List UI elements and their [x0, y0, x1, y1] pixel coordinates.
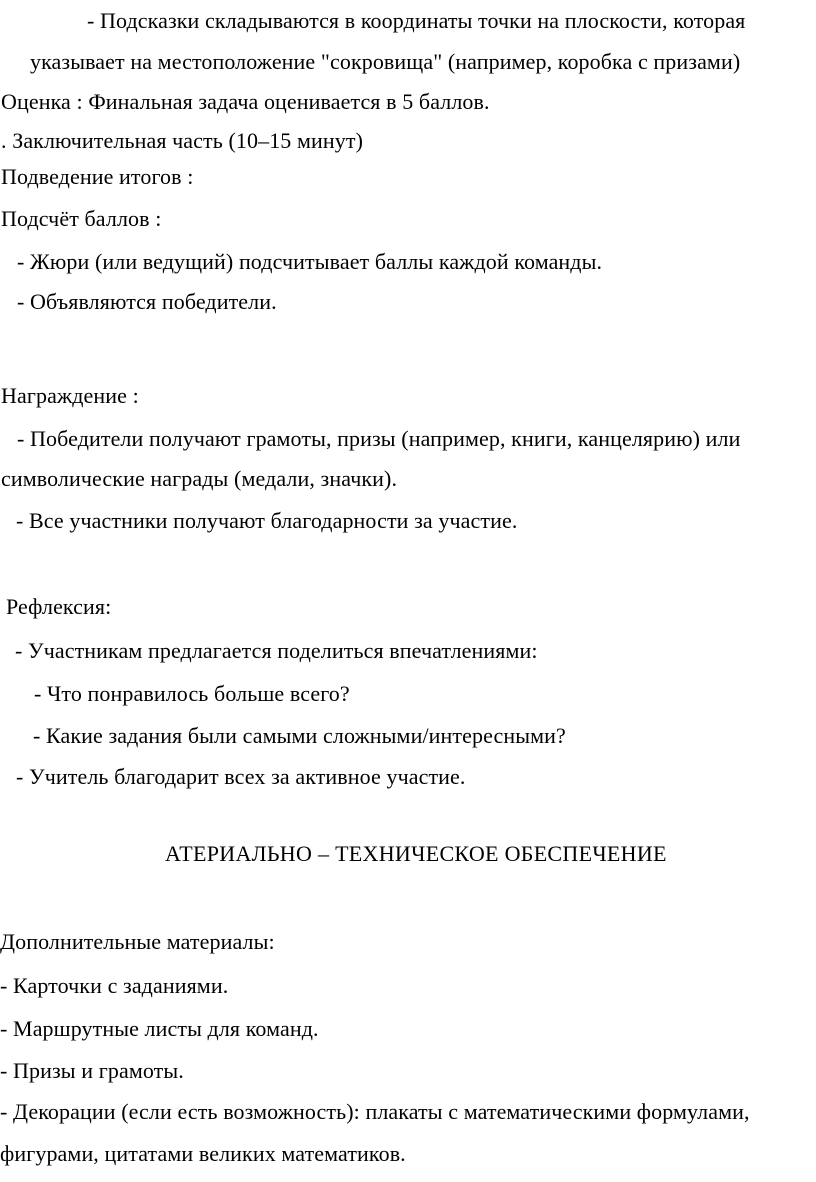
- document-text-line: - Что понравилось больше всего?: [34, 681, 350, 706]
- document-text-line: - Все участники получают благодарности за участие.: [16, 508, 518, 533]
- document-text-line: - Объявляются победители.: [17, 289, 277, 314]
- document-text-line: - Декорации (если есть возможность): плакаты с математическими формулами,: [0, 1099, 750, 1124]
- document-text-line: указывает на местоположение "сокровища" (например, коробка с призами): [30, 49, 741, 74]
- document-text-line: Подведение итогов :: [1, 164, 194, 189]
- document-text-line: Дополнительные материалы:: [0, 929, 275, 954]
- document-text-line: символические награды (медали, значки).: [1, 466, 398, 491]
- document-text-line: Награждение :: [1, 383, 139, 408]
- document-text-line: Рефлексия:: [6, 594, 112, 619]
- document-text-line: - Карточки с заданиями.: [0, 973, 229, 998]
- document-text-line: - Подсказки складываются в координаты точки на плоскости, которая: [87, 8, 746, 33]
- document-text-line: Оценка : Финальная задача оценивается в 5 баллов.: [1, 89, 490, 114]
- document-text-line: фигурами, цитатами великих математиков.: [0, 1141, 406, 1166]
- document-text-line: - Призы и грамоты.: [0, 1058, 184, 1083]
- section-heading: АТЕРИАЛЬНО – ТЕХНИЧЕСКОЕ ОБЕСПЕЧЕНИЕ: [165, 841, 667, 866]
- document-text-line: - Какие задания были самыми сложными/интересными?: [33, 723, 566, 748]
- document-text-line: - Победители получают грамоты, призы (например, книги, канцелярию) или: [17, 426, 741, 451]
- document-text-line: - Маршрутные листы для команд.: [0, 1016, 319, 1041]
- document-text-line: Подсчёт баллов :: [1, 206, 162, 231]
- document-text-line: - Учитель благодарит всех за активное участие.: [16, 764, 466, 789]
- document-text-line: - Жюри (или ведущий) подсчитывает баллы каждой команды.: [17, 249, 603, 274]
- document-text-line: - Участникам предлагается поделиться впечатлениями:: [15, 638, 538, 663]
- document-text-line: . Заключительная часть (10–15 минут): [1, 128, 364, 153]
